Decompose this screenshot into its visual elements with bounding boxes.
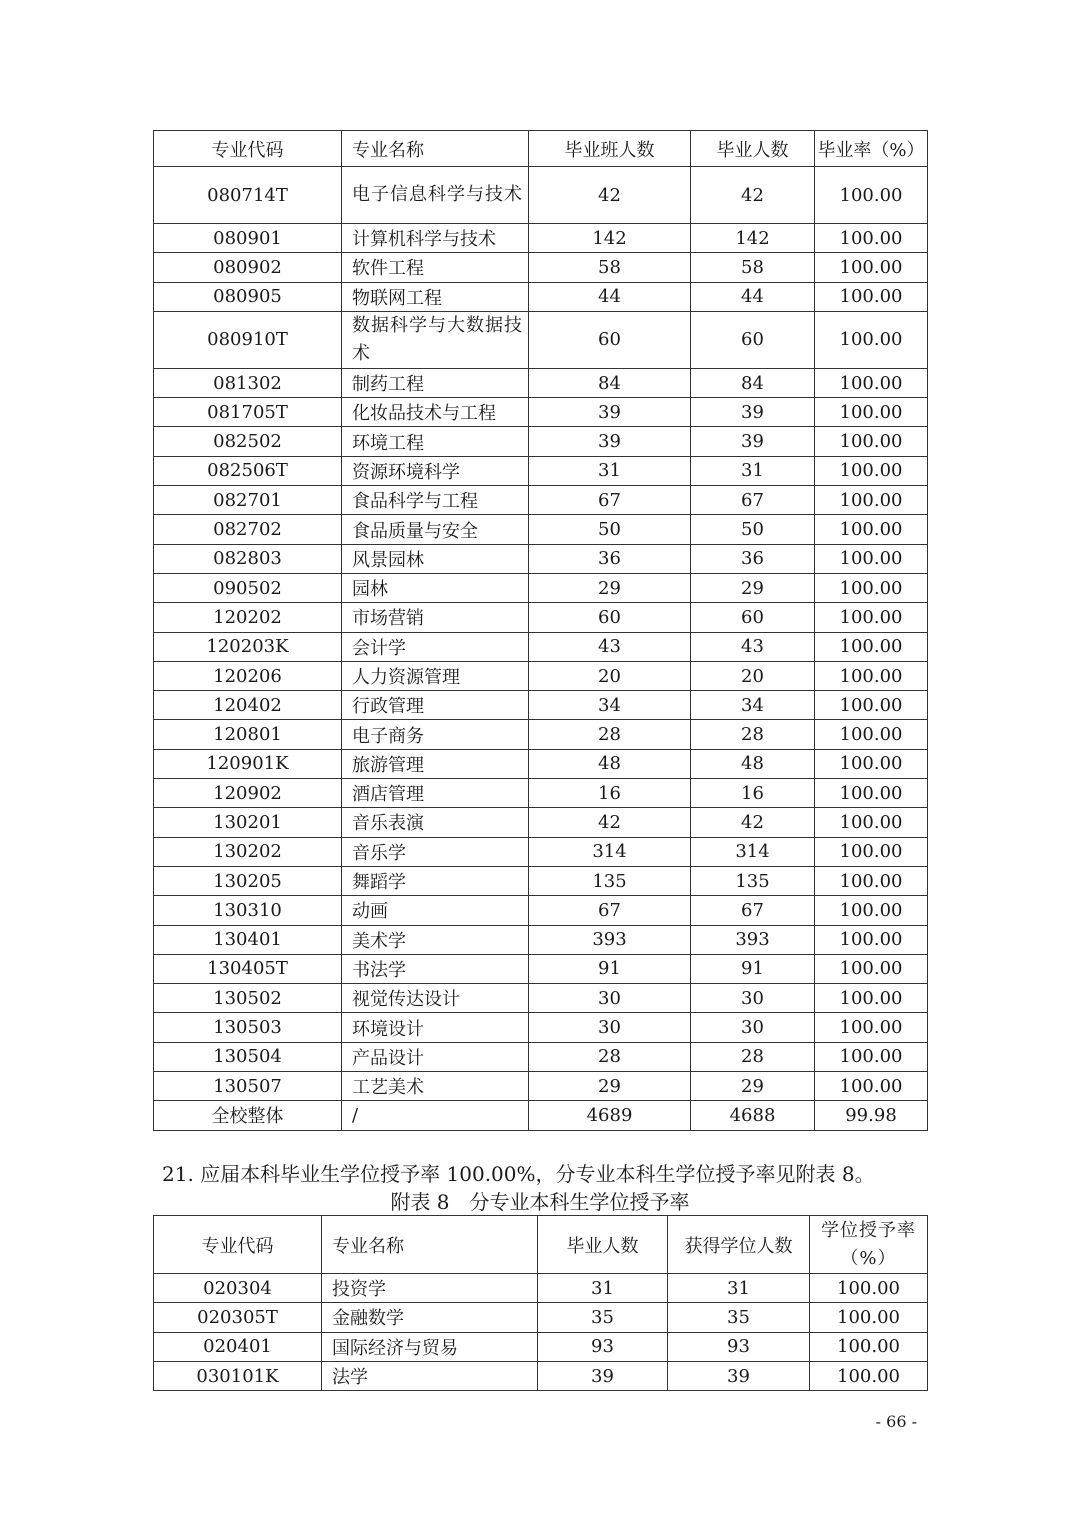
table-row: [154, 661, 928, 690]
table-row: [154, 544, 928, 573]
count-cell: 50: [529, 515, 691, 544]
table-row: [154, 925, 928, 954]
major-code-cell: 020304: [154, 1274, 322, 1303]
table-row: [154, 1101, 928, 1130]
rate-cell: 100.00: [815, 224, 928, 253]
rate-cell: 100.00: [815, 573, 928, 602]
table-row: [154, 224, 928, 253]
header-major-code: 专业代码: [154, 131, 342, 167]
count-cell: 28: [529, 720, 691, 749]
table-row: [154, 1361, 928, 1390]
header-major-name: 专业名称: [342, 131, 529, 167]
rate-cell: 100.00: [815, 632, 928, 661]
count-cell: 31: [668, 1274, 810, 1303]
count-cell: 67: [529, 486, 691, 515]
count-cell: 39: [668, 1361, 810, 1390]
table-row: [154, 427, 928, 456]
rate-cell: 100.00: [815, 456, 928, 485]
major-name-cell: 环境工程: [342, 427, 529, 456]
major-code-cell: 130310: [154, 896, 342, 925]
count-cell: 36: [691, 544, 815, 573]
table-row: [154, 486, 928, 515]
major-name-cell: 电子商务: [342, 720, 529, 749]
major-code-cell: 080901: [154, 224, 342, 253]
major-name-cell: 化妆品技术与工程: [342, 398, 529, 427]
count-cell: 44: [529, 282, 691, 311]
major-code-cell: 130201: [154, 808, 342, 837]
table-row: [154, 896, 928, 925]
count-cell: 135: [691, 866, 815, 895]
table-row: [154, 779, 928, 808]
major-name-cell: 音乐表演: [342, 808, 529, 837]
count-cell: 43: [529, 632, 691, 661]
major-name-cell: 工艺美术: [342, 1072, 529, 1101]
major-name-cell: 风景园林: [342, 544, 529, 573]
rate-cell: 100.00: [815, 837, 928, 866]
count-cell: 39: [529, 398, 691, 427]
major-code-cell: 082502: [154, 427, 342, 456]
count-cell: 43: [691, 632, 815, 661]
rate-cell: 100.00: [815, 1042, 928, 1071]
count-cell: 34: [691, 691, 815, 720]
rate-cell: 100.00: [815, 603, 928, 632]
count-cell: 28: [691, 1042, 815, 1071]
table-row: [154, 368, 928, 397]
major-name-cell: 国际经济与贸易: [322, 1332, 538, 1361]
count-cell: 36: [529, 544, 691, 573]
header-class-count: 毕业班人数: [529, 131, 691, 167]
header-major-name: 专业名称: [322, 1216, 538, 1274]
table-row: [154, 456, 928, 485]
major-name-cell: 物联网工程: [342, 282, 529, 311]
count-cell: 39: [529, 427, 691, 456]
count-cell: 35: [668, 1303, 810, 1332]
table-header-row: [154, 131, 928, 167]
count-cell: 393: [691, 925, 815, 954]
major-name-cell: 音乐学: [342, 837, 529, 866]
count-cell: 34: [529, 691, 691, 720]
count-cell: 31: [529, 456, 691, 485]
rate-cell: 100.00: [815, 486, 928, 515]
major-code-cell: 080910T: [154, 311, 342, 368]
major-name-cell: 数据科学与大数据技术: [342, 311, 529, 368]
count-cell: 30: [691, 1013, 815, 1042]
major-code-cell: 130502: [154, 984, 342, 1013]
count-cell: 50: [691, 515, 815, 544]
major-code-cell: 020401: [154, 1332, 322, 1361]
count-cell: 39: [691, 398, 815, 427]
rate-cell: 100.00: [810, 1303, 928, 1332]
table-row: [154, 573, 928, 602]
major-code-cell: 082506T: [154, 456, 342, 485]
major-name-cell: 资源环境科学: [342, 456, 529, 485]
major-name-cell: 人力资源管理: [342, 661, 529, 690]
count-cell: 31: [538, 1274, 668, 1303]
major-name-cell: 园林: [342, 573, 529, 602]
table-caption: 附表 8 分专业本科生学位授予率: [390, 1190, 690, 1214]
major-code-cell: 120206: [154, 661, 342, 690]
count-cell: 42: [529, 167, 691, 224]
count-cell: 28: [529, 1042, 691, 1071]
header-graduation-rate: 毕业率（%）: [815, 131, 928, 167]
major-name-cell: 酒店管理: [342, 779, 529, 808]
table-row: [154, 954, 928, 983]
major-code-cell: 020305T: [154, 1303, 322, 1332]
count-cell: 314: [529, 837, 691, 866]
table-header-row: [154, 1216, 928, 1274]
major-name-cell: 电子信息科学与技术: [342, 167, 529, 224]
major-name-cell: 食品质量与安全: [342, 515, 529, 544]
major-name-cell: 投资学: [322, 1274, 538, 1303]
rate-cell: 100.00: [815, 1013, 928, 1042]
count-cell: 84: [529, 368, 691, 397]
major-name-cell: 书法学: [342, 954, 529, 983]
major-code-cell: 080714T: [154, 167, 342, 224]
major-name-cell: 制药工程: [342, 368, 529, 397]
count-cell: 91: [529, 954, 691, 983]
major-name-cell: 行政管理: [342, 691, 529, 720]
rate-cell: 100.00: [815, 167, 928, 224]
count-cell: 20: [691, 661, 815, 690]
count-cell: 58: [529, 253, 691, 282]
major-code-cell: 130202: [154, 837, 342, 866]
rate-cell: 100.00: [815, 398, 928, 427]
rate-cell: 100.00: [815, 661, 928, 690]
major-code-cell: 082702: [154, 515, 342, 544]
table-row: [154, 691, 928, 720]
count-cell: 44: [691, 282, 815, 311]
major-code-cell: 120402: [154, 691, 342, 720]
rate-cell: 99.98: [815, 1101, 928, 1130]
major-name-cell: 法学: [322, 1361, 538, 1390]
table-row: [154, 603, 928, 632]
count-cell: 142: [691, 224, 815, 253]
count-cell: 39: [691, 427, 815, 456]
major-code-cell: 080902: [154, 253, 342, 282]
table-row: [154, 808, 928, 837]
rate-cell: 100.00: [815, 808, 928, 837]
major-name-cell: 计算机科学与技术: [342, 224, 529, 253]
count-cell: 91: [691, 954, 815, 983]
header-graduate-count: 毕业人数: [538, 1216, 668, 1274]
rate-cell: 100.00: [815, 954, 928, 983]
count-cell: 35: [538, 1303, 668, 1332]
major-code-cell: 120203K: [154, 632, 342, 661]
rate-cell: 100.00: [815, 720, 928, 749]
rate-cell: 100.00: [815, 427, 928, 456]
degree-award-table: [153, 1215, 928, 1391]
major-name-cell: 美术学: [342, 925, 529, 954]
major-code-cell: 130507: [154, 1072, 342, 1101]
count-cell: 39: [538, 1361, 668, 1390]
rate-cell: 100.00: [810, 1332, 928, 1361]
count-cell: 58: [691, 253, 815, 282]
page-number: - 66 -: [875, 1412, 917, 1431]
count-cell: 4689: [529, 1101, 691, 1130]
header-major-code: 专业代码: [154, 1216, 322, 1274]
major-code-cell: 082701: [154, 486, 342, 515]
major-name-cell: 会计学: [342, 632, 529, 661]
count-cell: 135: [529, 866, 691, 895]
count-cell: 60: [691, 603, 815, 632]
count-cell: 67: [691, 896, 815, 925]
table-row: [154, 866, 928, 895]
rate-cell: 100.00: [815, 282, 928, 311]
rate-cell: 100.00: [810, 1274, 928, 1303]
table-row: [154, 1072, 928, 1101]
major-code-cell: 082803: [154, 544, 342, 573]
count-cell: 67: [529, 896, 691, 925]
major-name-cell: 产品设计: [342, 1042, 529, 1071]
count-cell: 29: [529, 1072, 691, 1101]
count-cell: 93: [538, 1332, 668, 1361]
count-cell: 20: [529, 661, 691, 690]
count-cell: 42: [691, 808, 815, 837]
rate-cell: 100.00: [815, 749, 928, 778]
table-row: [154, 1303, 928, 1332]
table-row: [154, 984, 928, 1013]
table-row: [154, 311, 928, 368]
major-code-cell: 全校整体: [154, 1101, 342, 1130]
count-cell: 31: [691, 456, 815, 485]
rate-cell: 100.00: [815, 311, 928, 368]
count-cell: 60: [529, 311, 691, 368]
major-name-cell: 旅游管理: [342, 749, 529, 778]
count-cell: 16: [691, 779, 815, 808]
major-code-cell: 090502: [154, 573, 342, 602]
count-cell: 30: [691, 984, 815, 1013]
count-cell: 29: [691, 1072, 815, 1101]
header-graduate-count: 毕业人数: [691, 131, 815, 167]
major-code-cell: 120202: [154, 603, 342, 632]
table-row: [154, 1042, 928, 1071]
rate-cell: 100.00: [815, 544, 928, 573]
table-row: [154, 632, 928, 661]
major-code-cell: 130503: [154, 1013, 342, 1042]
table-row: [154, 398, 928, 427]
count-cell: 30: [529, 984, 691, 1013]
major-name-cell: 金融数学: [322, 1303, 538, 1332]
major-code-cell: 120902: [154, 779, 342, 808]
major-code-cell: 130401: [154, 925, 342, 954]
rate-cell: 100.00: [815, 515, 928, 544]
major-code-cell: 130405T: [154, 954, 342, 983]
count-cell: 48: [691, 749, 815, 778]
rate-cell: 100.00: [815, 896, 928, 925]
major-code-cell: 080905: [154, 282, 342, 311]
major-name-cell: 食品科学与工程: [342, 486, 529, 515]
major-name-cell: 舞蹈学: [342, 866, 529, 895]
major-code-cell: 081705T: [154, 398, 342, 427]
count-cell: 60: [691, 311, 815, 368]
count-cell: 30: [529, 1013, 691, 1042]
major-code-cell: 130205: [154, 866, 342, 895]
major-name-cell: /: [342, 1101, 529, 1130]
major-code-cell: 120901K: [154, 749, 342, 778]
count-cell: 42: [529, 808, 691, 837]
major-name-cell: 环境设计: [342, 1013, 529, 1042]
major-name-cell: 市场营销: [342, 603, 529, 632]
count-cell: 67: [691, 486, 815, 515]
table-row: [154, 1274, 928, 1303]
rate-cell: 100.00: [815, 779, 928, 808]
table-row: [154, 515, 928, 544]
count-cell: 29: [529, 573, 691, 602]
major-code-cell: 130504: [154, 1042, 342, 1071]
major-name-cell: 动画: [342, 896, 529, 925]
count-cell: 393: [529, 925, 691, 954]
count-cell: 60: [529, 603, 691, 632]
major-code-cell: 081302: [154, 368, 342, 397]
count-cell: 84: [691, 368, 815, 397]
graduation-rate-table: [153, 130, 928, 1131]
rate-cell: 100.00: [815, 253, 928, 282]
table-row: [154, 1332, 928, 1361]
header-degree-rate: 学位授予率（%）: [810, 1216, 928, 1274]
table-row: [154, 749, 928, 778]
count-cell: 16: [529, 779, 691, 808]
count-cell: 48: [529, 749, 691, 778]
rate-cell: 100.00: [815, 368, 928, 397]
rate-cell: 100.00: [815, 1072, 928, 1101]
major-name-cell: 视觉传达设计: [342, 984, 529, 1013]
count-cell: 142: [529, 224, 691, 253]
major-name-cell: 软件工程: [342, 253, 529, 282]
count-cell: 93: [668, 1332, 810, 1361]
table-row: [154, 720, 928, 749]
rate-cell: 100.00: [810, 1361, 928, 1390]
table-row: [154, 282, 928, 311]
rate-cell: 100.00: [815, 866, 928, 895]
table-row: [154, 167, 928, 224]
rate-cell: 100.00: [815, 925, 928, 954]
header-degree-count: 获得学位人数: [668, 1216, 810, 1274]
count-cell: 42: [691, 167, 815, 224]
count-cell: 28: [691, 720, 815, 749]
table-row: [154, 253, 928, 282]
degree-rate-paragraph: 21. 应届本科毕业生学位授予率 100.00%，分专业本科生学位授予率见附表 8。: [162, 1162, 875, 1186]
major-code-cell: 030101K: [154, 1361, 322, 1390]
major-code-cell: 120801: [154, 720, 342, 749]
count-cell: 314: [691, 837, 815, 866]
table-row: [154, 1013, 928, 1042]
count-cell: 29: [691, 573, 815, 602]
rate-cell: 100.00: [815, 691, 928, 720]
rate-cell: 100.00: [815, 984, 928, 1013]
table-row: [154, 837, 928, 866]
count-cell: 4688: [691, 1101, 815, 1130]
